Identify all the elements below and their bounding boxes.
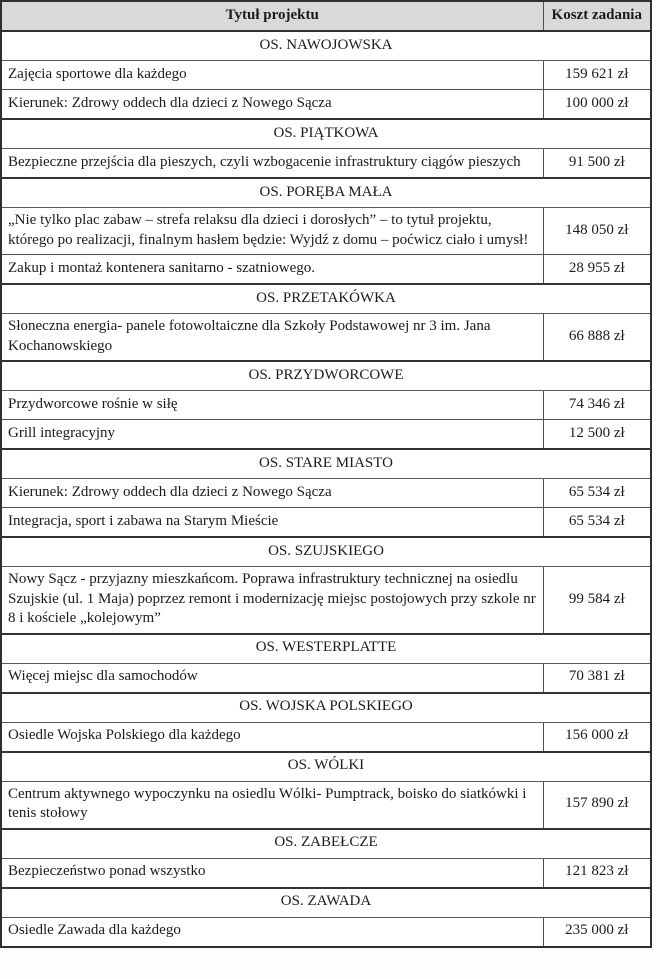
section-name: OS. SZUJSKIEGO xyxy=(1,537,651,567)
project-cost-cell: 121 823 zł xyxy=(543,858,651,888)
project-cost-cell: 66 888 zł xyxy=(543,314,651,362)
section-header-row xyxy=(1,888,651,918)
project-title-cell: Osiedle Wojska Polskiego dla każdego xyxy=(1,722,543,752)
section-header-row xyxy=(1,449,651,479)
column-header-project-title: Tytuł projektu xyxy=(1,1,543,31)
project-title-cell: Zajęcia sportowe dla każdego xyxy=(1,61,543,90)
section-name: OS. PIĄTKOWA xyxy=(1,119,651,149)
section-header-row xyxy=(1,634,651,664)
project-cost-cell: 91 500 zł xyxy=(543,149,651,179)
project-title-cell: Centrum aktywnego wypoczynku na osiedlu Wólki- Pumptrack, boisko do siatkówki i tenis stołowy xyxy=(1,781,543,829)
project-title-cell: Integracja, sport i zabawa na Starym Mieście xyxy=(1,508,543,538)
project-cost-cell: 235 000 zł xyxy=(543,917,651,947)
project-row xyxy=(1,208,651,255)
project-cost-cell: 99 584 zł xyxy=(543,567,651,634)
section-header-row xyxy=(1,829,651,859)
section-header-row xyxy=(1,119,651,149)
section-name: OS. WESTERPLATTE xyxy=(1,634,651,664)
section-name: OS. STARE MIASTO xyxy=(1,449,651,479)
section-name: OS. ZABEŁCZE xyxy=(1,829,651,859)
section-header-row xyxy=(1,178,651,208)
project-title-cell: Kierunek: Zdrowy oddech dla dzieci z Nowego Sącza xyxy=(1,479,543,508)
project-cost-cell: 28 955 zł xyxy=(543,255,651,285)
project-title-cell: Osiedle Zawada dla każdego xyxy=(1,917,543,947)
project-row xyxy=(1,314,651,362)
project-row xyxy=(1,781,651,829)
project-title-cell: Słoneczna energia- panele fotowoltaiczne dla Szkoły Podstawowej nr 3 im. Jana Kochanowskiego xyxy=(1,314,543,362)
section-name: OS. PORĘBA MAŁA xyxy=(1,178,651,208)
project-cost-cell: 159 621 zł xyxy=(543,61,651,90)
project-row xyxy=(1,391,651,420)
project-title-cell: Zakup i montaż kontenera sanitarno - szatniowego. xyxy=(1,255,543,285)
table-body xyxy=(1,31,651,947)
project-title-cell: Kierunek: Zdrowy oddech dla dzieci z Nowego Sącza xyxy=(1,90,543,120)
section-header-row xyxy=(1,752,651,782)
project-row xyxy=(1,917,651,947)
project-row xyxy=(1,255,651,285)
project-row xyxy=(1,858,651,888)
section-name: OS. WÓLKI xyxy=(1,752,651,782)
project-row xyxy=(1,61,651,90)
section-name: OS. ZAWADA xyxy=(1,888,651,918)
project-title-cell: Więcej miejsc dla samochodów xyxy=(1,663,543,693)
section-header-row xyxy=(1,31,651,61)
project-title-cell: Nowy Sącz - przyjazny mieszkańcom. Poprawa infrastruktury technicznej na osiedlu Szujskie (ul. 1 Maja) poprzez remont i modernizację miejsc postojowych przy szkole nr 8 i kościele „kolejowym” xyxy=(1,567,543,634)
section-name: OS. NAWOJOWSKA xyxy=(1,31,651,61)
project-row xyxy=(1,479,651,508)
project-cost-cell: 65 534 zł xyxy=(543,508,651,538)
project-row xyxy=(1,90,651,120)
project-row xyxy=(1,567,651,634)
project-title-cell: Bezpieczne przejścia dla pieszych, czyli wzbogacenie infrastruktury ciągów pieszych xyxy=(1,149,543,179)
project-row xyxy=(1,420,651,450)
project-cost-cell: 70 381 zł xyxy=(543,663,651,693)
project-cost-cell: 148 050 zł xyxy=(543,208,651,255)
project-cost-cell: 157 890 zł xyxy=(543,781,651,829)
project-title-cell: Przydworcowe rośnie w siłę xyxy=(1,391,543,420)
section-name: OS. WOJSKA POLSKIEGO xyxy=(1,693,651,723)
project-cost-cell: 156 000 zł xyxy=(543,722,651,752)
section-header-row xyxy=(1,537,651,567)
table-header-row xyxy=(1,1,651,31)
project-cost-cell: 65 534 zł xyxy=(543,479,651,508)
project-row xyxy=(1,149,651,179)
project-title-cell: „Nie tylko plac zabaw – strefa relaksu dla dzieci i dorosłych” – to tytuł projektu, którego po realizacji, finalnym hasłem będzie: Wyjdź z domu – poćwicz ciało i umysł! xyxy=(1,208,543,255)
project-row xyxy=(1,663,651,693)
section-header-row xyxy=(1,693,651,723)
project-cost-cell: 100 000 zł xyxy=(543,90,651,120)
section-name: OS. PRZYDWORCOWE xyxy=(1,361,651,391)
project-row xyxy=(1,508,651,538)
section-header-row xyxy=(1,284,651,314)
project-row xyxy=(1,722,651,752)
project-cost-cell: 12 500 zł xyxy=(543,420,651,450)
section-name: OS. PRZETAKÓWKA xyxy=(1,284,651,314)
section-header-row xyxy=(1,361,651,391)
project-cost-cell: 74 346 zł xyxy=(543,391,651,420)
column-header-task-cost: Koszt zadania xyxy=(543,1,651,31)
project-title-cell: Bezpieczeństwo ponad wszystko xyxy=(1,858,543,888)
project-title-cell: Grill integracyjny xyxy=(1,420,543,450)
